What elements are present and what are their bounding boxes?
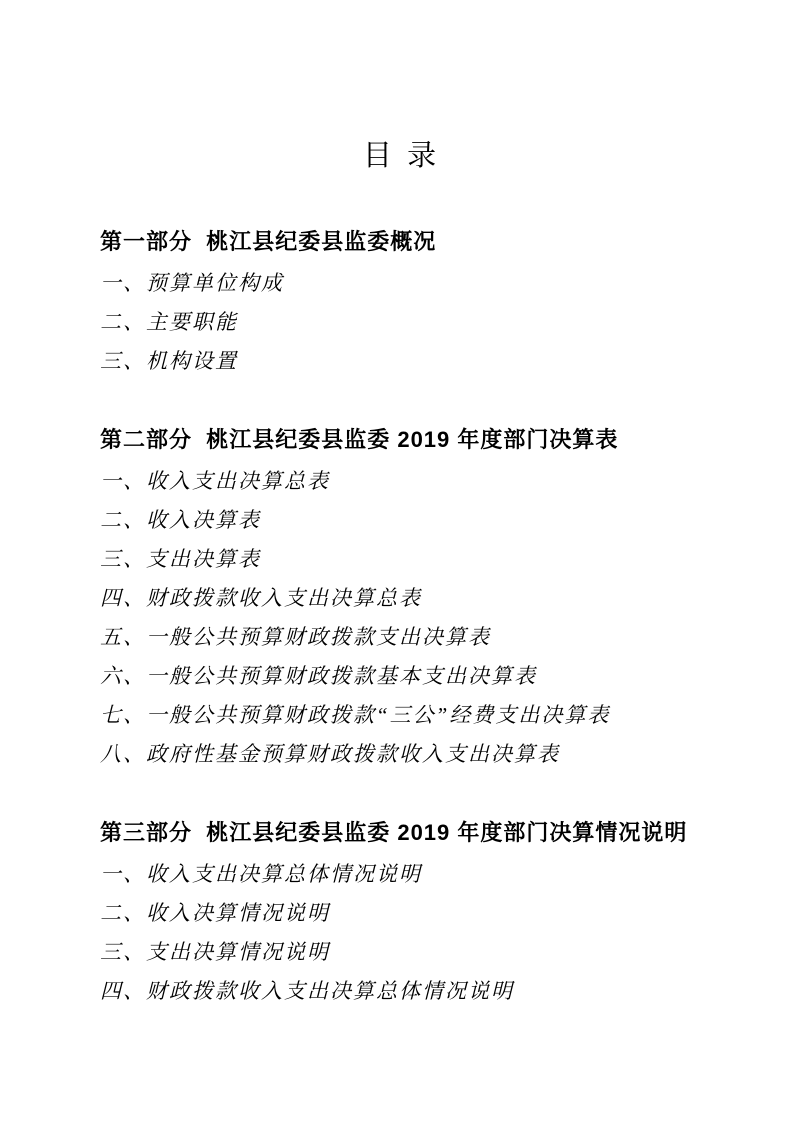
table-of-contents <box>100 220 703 1011</box>
toc-section-part3 <box>100 811 703 1011</box>
toc-entry: 八、政府性基金预算财政拨款收入支出决算表 <box>100 742 560 766</box>
toc-entry: 一、收入支出决算总表 <box>100 469 330 493</box>
toc-entry: 五、一般公共预算财政拨款支出决算表 <box>100 625 491 649</box>
toc-entry: 七、一般公共预算财政拨款“三公”经费支出决算表 <box>100 703 611 727</box>
part2-heading: 第二部分 桃江县纪委县监委 2019 年度部门决算表 <box>100 427 619 452</box>
toc-entry: 一、预算单位构成 <box>100 271 284 295</box>
toc-entry: 二、收入决算表 <box>100 508 261 532</box>
toc-entry: 六、一般公共预算财政拨款基本支出决算表 <box>100 664 537 688</box>
toc-entry: 三、支出决算情况说明 <box>100 940 330 964</box>
toc-entry: 四、财政拨款收入支出决算总体情况说明 <box>100 979 514 1003</box>
toc-entry: 一、收入支出决算总体情况说明 <box>100 862 422 886</box>
toc-title: 目 录 <box>362 140 441 172</box>
toc-entry: 三、支出决算表 <box>100 547 261 571</box>
toc-entry: 三、机构设置 <box>100 349 238 373</box>
toc-section-part1 <box>100 220 703 381</box>
toc-section-part2 <box>100 418 703 774</box>
toc-entry: 四、财政拨款收入支出决算总表 <box>100 586 422 610</box>
toc-entry: 二、主要职能 <box>100 310 238 334</box>
part1-heading: 第一部分 桃江县纪委县监委概况 <box>100 229 437 254</box>
part3-heading: 第三部分 桃江县纪委县监委 2019 年度部门决算情况说明 <box>100 820 688 845</box>
toc-entry: 二、收入决算情况说明 <box>100 901 330 925</box>
